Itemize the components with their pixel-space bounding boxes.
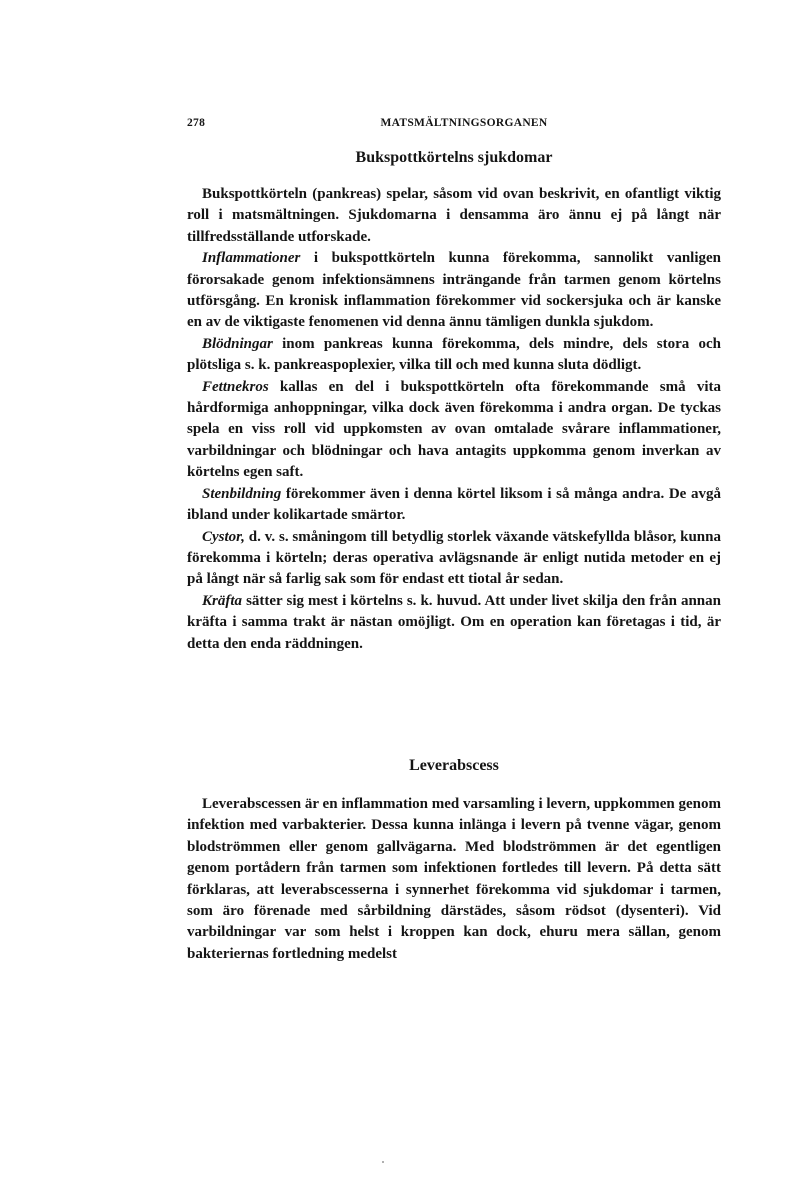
paragraph-term: Cystor, bbox=[202, 528, 245, 545]
paragraph bbox=[187, 377, 721, 484]
paragraph-term: Blödningar bbox=[202, 335, 273, 352]
section-title: Leverabscess bbox=[409, 757, 499, 774]
paragraph-term: Kräfta bbox=[202, 592, 243, 609]
paragraph bbox=[187, 184, 721, 248]
paragraph-text: inom pankreas kunna förekomma, dels mindre, dels stora och plötsliga s. k. pankreaspoplexier, vilka till och med kunna sluta dödligt. bbox=[187, 335, 721, 374]
paragraph-text: sätter sig mest i körtelns s. k. huvud. Att under livet skilja den från annan kräfta i samma trakt är nästan omöjligt. Om en operation kan företagas i tid, är detta den enda räddningen. bbox=[187, 592, 721, 652]
page-number: 278 bbox=[187, 117, 206, 129]
running-title: MATSMÄLTNINGSORGANEN bbox=[380, 117, 548, 129]
paragraph bbox=[187, 248, 721, 334]
section-leverabscess bbox=[187, 757, 721, 965]
paragraph-text: Leverabscessen är en inflammation med varsamling i levern, uppkommen genom infektion med varbakterier. Dessa kunna inlänga i levern på tvenne vägar, genom blodströmmen eller genom gallvägarna. Med blodströmmen är det egentligen genom portådern från tarmen som infektionen fortledes till levern. På detta sätt förklaras, att leverabscesserna i synnerhet förekomma vid sjukdomar i tarmen, som äro förenade med sårbildning därstädes, såsom rödsot (dysenteri). Vid varbildningar var som helst i kroppen kan dock, ehuru mera sällan, genom bakteriernas fortledning medelst bbox=[187, 796, 721, 962]
paragraph bbox=[187, 794, 721, 965]
paragraph bbox=[187, 334, 721, 377]
paragraph bbox=[187, 591, 721, 655]
paragraph-text: d. v. s. småningom till betydlig storlek växande vätskefyllda blåsor, kunna förekomma i körteln; deras operativa avlägsnande är enligt nutida metoder en ej på långt när så farlig sak som för endast ett tiotal år sedan. bbox=[187, 528, 721, 588]
paragraph-term: Inflammationer bbox=[202, 250, 301, 267]
running-header bbox=[187, 117, 721, 133]
paragraph-term: Fettnekros bbox=[202, 378, 269, 395]
paragraph-text: kallas en del i bukspottkörteln ofta förekommande små vita hårdformiga anhoppningar, vilka dock även förekomma i andra organ. De tyckas spela en viss roll vid uppkomsten av ovan omtalade svårare inflammationer, varbildningar och blödningar och hava antagits uppkomma genom inverkan av körtelns egen saft. bbox=[187, 378, 721, 481]
scan-speck bbox=[382, 1161, 384, 1163]
section-body bbox=[187, 794, 721, 965]
section-bukspottkortelns-sjukdomar bbox=[187, 149, 721, 655]
paragraph-text: Bukspottkörteln (pankreas) spelar, såsom vid ovan beskrivit, en ofantligt viktig roll i matsmältningen. Sjukdomarna i densamma äro ännu ej på långt när tillfredsställande utforskade. bbox=[187, 186, 721, 245]
paragraph-text: i bukspottkörteln kunna förekomma, sannolikt vanligen förorsakade genom infektionsämnens inträngande från tarmen genom körtelns utförsgång. En kronisk inflammation förekommer vid sockersjuka och är kanske en av de viktigaste fenomenen vid denna ännu tämligen dunkla sjukdom. bbox=[187, 250, 721, 331]
paragraph bbox=[187, 527, 721, 591]
section-body bbox=[187, 184, 721, 655]
paragraph bbox=[187, 484, 721, 527]
section-title: Bukspottkörtelns sjukdomar bbox=[355, 149, 553, 166]
paragraph-text: förekommer även i denna körtel liksom i så många andra. De avgå ibland under kolikartade smärtor. bbox=[187, 485, 721, 524]
paragraph-term: Stenbildning bbox=[202, 485, 282, 502]
